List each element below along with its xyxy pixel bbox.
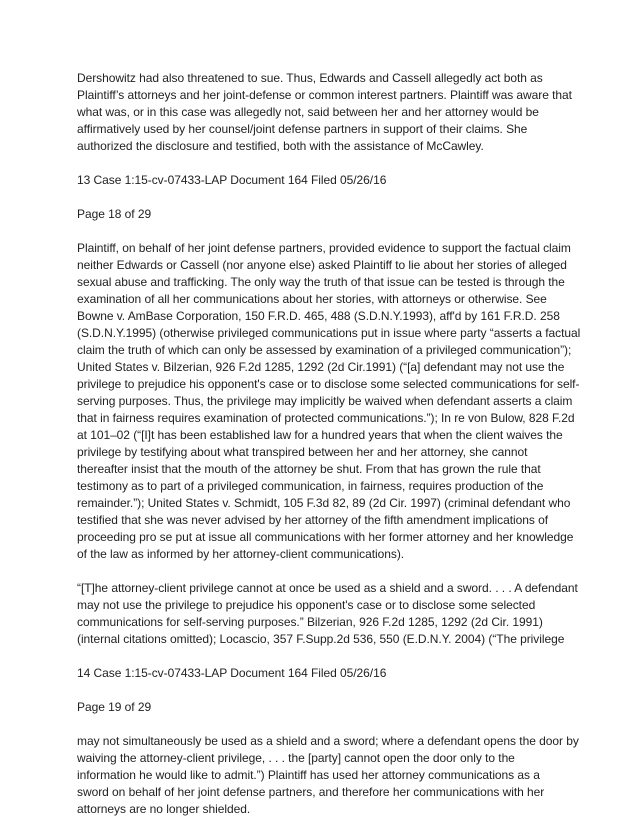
case-header-13 bbox=[77, 172, 569, 189]
text-line: sword on behalf of her joint defense partners, and therefore her communications with her bbox=[77, 785, 545, 799]
paragraph-conclusion bbox=[77, 733, 579, 818]
page-number-18 bbox=[77, 206, 569, 223]
text-line: communications for self-serving purposes.” Bilzerian, 926 F.2d 1285, 1292 (2d Cir. 1991) bbox=[77, 615, 543, 629]
text-line: remainder.”); United States v. Schmidt, 105 F.3d 82, 89 (2d Cir. 1997) (criminal defendant who bbox=[77, 496, 571, 510]
document-page bbox=[77, 70, 581, 835]
text-line: (S.D.N.Y.1995) (otherwise privileged communications put in issue where party “asserts a factual bbox=[77, 326, 581, 340]
text-line: at 101–02 (“[I]t has been established law for a hundred years that when the client waives the bbox=[77, 428, 563, 442]
page-number-line: Page 19 of 29 bbox=[77, 700, 152, 714]
text-line: affirmatively used by her counsel/joint defense partners in support of their claims. She bbox=[77, 122, 528, 136]
case-header-line: 13 Case 1:15-cv-07433-LAP Document 164 Filed 05/26/16 bbox=[77, 173, 387, 187]
text-line: examination of all her communications about her stories, with attorneys or otherwise. See bbox=[77, 292, 547, 306]
text-line: (internal citations omitted); Locascio, 357 F.Supp.2d 536, 550 (E.D.N.Y. 2004) (“The privilege bbox=[77, 632, 565, 646]
text-line: may not use the privilege to prejudice his opponent's case or to disclose some selected bbox=[77, 598, 536, 612]
text-line: Bowne v. AmBase Corporation, 150 F.R.D. 465, 488 (S.D.N.Y.1993), aff'd by 161 F.R.D. 258 bbox=[77, 309, 560, 323]
text-line: waiving the attorney-client privilege, . . . the [party] cannot open the door only to the bbox=[77, 751, 515, 765]
text-line: attorneys are no longer shielded. bbox=[77, 802, 251, 816]
page-number-19 bbox=[77, 699, 569, 716]
case-header-14 bbox=[77, 665, 569, 682]
text-line: privilege by testifying about what transpired between her and her attorney, she cannot bbox=[77, 445, 528, 459]
text-line: testified that she was never advised by her attorney of the fifth amendment implications of bbox=[77, 513, 549, 527]
text-line: of the law as informed by her attorney-client communications). bbox=[77, 547, 405, 561]
text-line: United States v. Bilzerian, 926 F.2d 1285, 1292 (2d Cir.1991) (“[a] defendant may not use the bbox=[77, 360, 565, 374]
text-line: Plaintiff, on behalf of her joint defense partners, provided evidence to support the factual claim bbox=[77, 241, 571, 255]
text-line: Dershowitz had also threatened to sue. Thus, Edwards and Cassell allegedly act both as bbox=[77, 71, 543, 85]
paragraph-bowne bbox=[77, 240, 581, 563]
page-number-line: Page 18 of 29 bbox=[77, 207, 152, 221]
case-header-line: 14 Case 1:15-cv-07433-LAP Document 164 Filed 05/26/16 bbox=[77, 666, 387, 680]
text-line: authorized the disclosure and testified, both with the assistance of McCawley. bbox=[77, 139, 484, 153]
text-line: information he would like to admit.”) Plaintiff has used her attorney communications as a bbox=[77, 768, 540, 782]
paragraph-bilzerian-quote bbox=[77, 580, 578, 648]
text-line: neither Edwards or Cassell (nor anyone else) asked Plaintiff to lie about her stories of alleged bbox=[77, 258, 567, 272]
text-line: claim the truth of which can only be assessed by examination of a privileged communication”); bbox=[77, 343, 572, 357]
text-line: serving purposes. Thus, the privilege may implicitly be waived when defendant asserts a claim bbox=[77, 394, 573, 408]
paragraph-intro bbox=[77, 70, 572, 155]
text-line: “[T]he attorney-client privilege cannot at once be used as a shield and a sword. . . . A defendant bbox=[77, 581, 578, 595]
text-line: Plaintiff’s attorneys and her joint-defense or common interest partners. Plaintiff was aware that bbox=[77, 88, 572, 102]
text-line: may not simultaneously be used as a shield and a sword; where a defendant opens the door by bbox=[77, 734, 579, 748]
text-line: sexual abuse and trafficking. The only way the truth of that issue can be tested is through the bbox=[77, 275, 565, 289]
text-line: proceeding pro se put at issue all communications with her former attorney and her knowledge bbox=[77, 530, 574, 544]
text-line: privilege to prejudice his opponent's case or to disclose some selected communications for self- bbox=[77, 377, 580, 391]
text-line: testimony as to part of a privileged communication, in fairness, requires production of the bbox=[77, 479, 544, 493]
text-line: thereafter insist that the mouth of the attorney be shut. From that has grown the rule that bbox=[77, 462, 541, 476]
text-line: what was, or in this case was allegedly not, said between her and her attorney would be bbox=[77, 105, 539, 119]
text-line: that in fairness requires examination of protected communications.”); In re von Bulow, 828 F.2d bbox=[77, 411, 575, 425]
